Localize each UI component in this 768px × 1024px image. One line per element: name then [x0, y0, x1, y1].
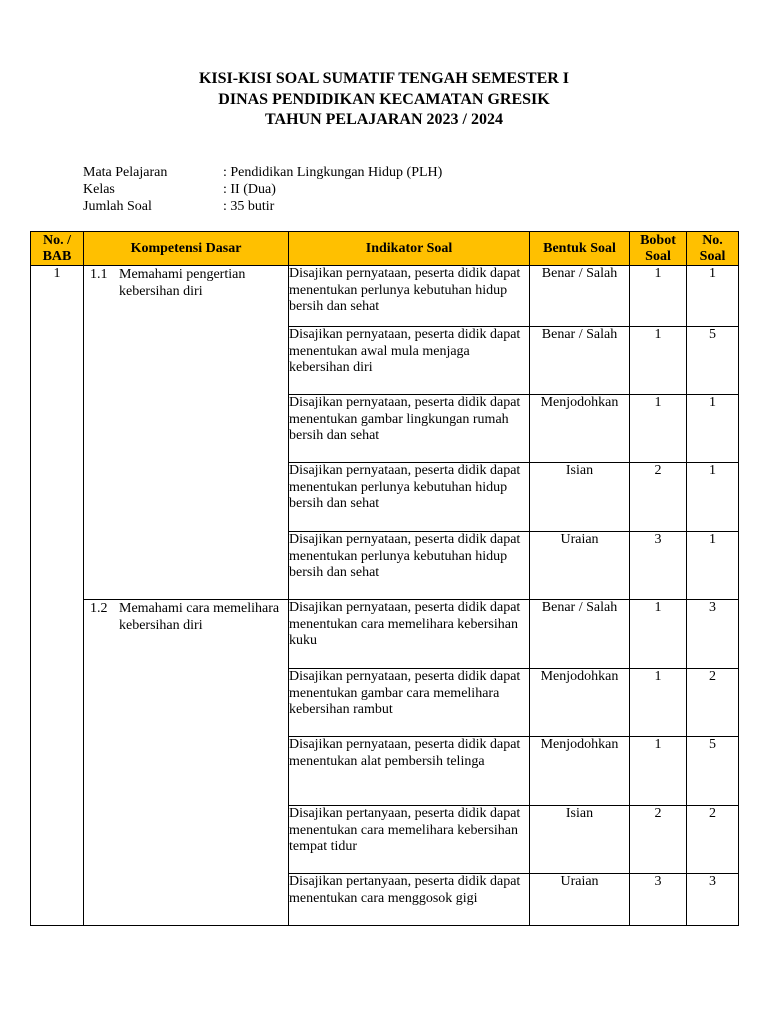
table-header-row	[31, 232, 739, 266]
indikator-cell: Disajikan pernyataan, peserta didik dapat menentukan cara memelihara kebersihan kuku	[289, 600, 530, 669]
bentuk-cell: Menjodohkan	[530, 395, 630, 463]
bobot-cell: 3	[630, 532, 687, 600]
info-value-jumlah: : 35 butir	[223, 199, 275, 214]
no-soal-cell: 5	[687, 737, 739, 806]
bobot-cell: 2	[630, 463, 687, 532]
bentuk-cell: Menjodohkan	[530, 669, 630, 737]
bobot-cell: 1	[630, 266, 687, 327]
info-label-jumlah: Jumlah Soal	[83, 199, 152, 214]
no-soal-cell: 3	[687, 874, 739, 926]
no-soal-cell: 1	[687, 463, 739, 532]
document-title-line-3: TAHUN PELAJARAN 2023 / 2024	[265, 111, 503, 128]
header-nosoal-line1: No.	[702, 232, 723, 248]
no-soal-cell: 5	[687, 327, 739, 395]
table-row	[31, 266, 739, 327]
document-title-line-1: KISI-KISI SOAL SUMATIF TENGAH SEMESTER I	[198, 70, 570, 87]
bentuk-cell: Isian	[530, 463, 630, 532]
bobot-cell: 2	[630, 806, 687, 874]
no-soal-cell: 1	[687, 266, 739, 327]
bobot-cell: 3	[630, 874, 687, 926]
header-bobot-soal	[630, 232, 687, 266]
no-soal-cell: 2	[687, 806, 739, 874]
indikator-cell: Disajikan pernyataan, peserta didik dapat menentukan awal mula menjaga kebersihan diri	[289, 327, 530, 395]
indikator-cell: Disajikan pernyataan, peserta didik dapat menentukan perlunya kebutuhan hidup bersih dan sehat	[289, 532, 530, 600]
bentuk-cell: Benar / Salah	[530, 600, 630, 669]
kd-text: Memahami pengertian kebersihan diri	[119, 267, 246, 299]
document-title-line-2: DINAS PENDIDIKAN KECAMATAN GRESIK	[218, 91, 550, 108]
bobot-cell: 1	[630, 737, 687, 806]
kd-cell	[84, 266, 289, 600]
bab-number: 1	[31, 266, 84, 926]
header-bobot-line1: Bobot	[640, 232, 676, 248]
bobot-cell: 1	[630, 327, 687, 395]
header-no-line1: No. /	[43, 232, 71, 248]
header-kompetensi-dasar: Kompetensi Dasar	[84, 232, 289, 266]
indikator-cell: Disajikan pernyataan, peserta didik dapat menentukan perlunya kebutuhan hidup bersih dan sehat	[289, 463, 530, 532]
kd-number: 1.1	[90, 267, 108, 282]
info-value-mapel: : Pendidikan Lingkungan Hidup (PLH)	[223, 165, 443, 180]
bentuk-cell: Isian	[530, 806, 630, 874]
header-bobot-line2: Soal	[645, 248, 671, 264]
indikator-cell: Disajikan pernyataan, peserta didik dapat menentukan perlunya kebutuhan hidup bersih dan sehat	[289, 266, 530, 327]
kd-cell	[84, 600, 289, 926]
indikator-cell: Disajikan pertanyaan, peserta didik dapat menentukan cara memelihara kebersihan tempat tidur	[289, 806, 530, 874]
info-label-mapel: Mata Pelajaran	[83, 165, 168, 180]
bentuk-cell: Uraian	[530, 532, 630, 600]
no-soal-cell: 2	[687, 669, 739, 737]
info-label-kelas: Kelas	[83, 182, 115, 197]
kisi-kisi-table	[30, 231, 739, 926]
no-soal-cell: 1	[687, 532, 739, 600]
bentuk-cell: Benar / Salah	[530, 327, 630, 395]
indikator-cell: Disajikan pernyataan, peserta didik dapat menentukan alat pembersih telinga	[289, 737, 530, 806]
indikator-cell: Disajikan pernyataan, peserta didik dapat menentukan gambar cara memelihara kebersihan rambut	[289, 669, 530, 737]
indikator-cell: Disajikan pernyataan, peserta didik dapat menentukan gambar lingkungan rumah bersih dan sehat	[289, 395, 530, 463]
bentuk-cell: Menjodohkan	[530, 737, 630, 806]
bentuk-cell: Benar / Salah	[530, 266, 630, 327]
bentuk-cell: Uraian	[530, 874, 630, 926]
header-nosoal-line2: Soal	[699, 248, 726, 264]
header-bentuk-soal: Bentuk Soal	[530, 232, 630, 266]
no-soal-cell: 1	[687, 395, 739, 463]
header-indikator-soal: Indikator Soal	[289, 232, 530, 266]
header-no-bab	[31, 232, 84, 266]
bobot-cell: 1	[630, 669, 687, 737]
header-no-line2: BAB	[42, 248, 72, 264]
info-value-kelas: : II (Dua)	[223, 182, 276, 197]
indikator-cell: Disajikan pertanyaan, peserta didik dapat menentukan cara menggosok gigi	[289, 874, 530, 926]
no-soal-cell: 3	[687, 600, 739, 669]
bobot-cell: 1	[630, 600, 687, 669]
kd-number: 1.2	[90, 601, 108, 616]
table-row	[31, 600, 739, 669]
header-no-soal	[687, 232, 739, 266]
bobot-cell: 1	[630, 395, 687, 463]
kd-text: Memahami cara memelihara kebersihan diri	[119, 601, 280, 633]
